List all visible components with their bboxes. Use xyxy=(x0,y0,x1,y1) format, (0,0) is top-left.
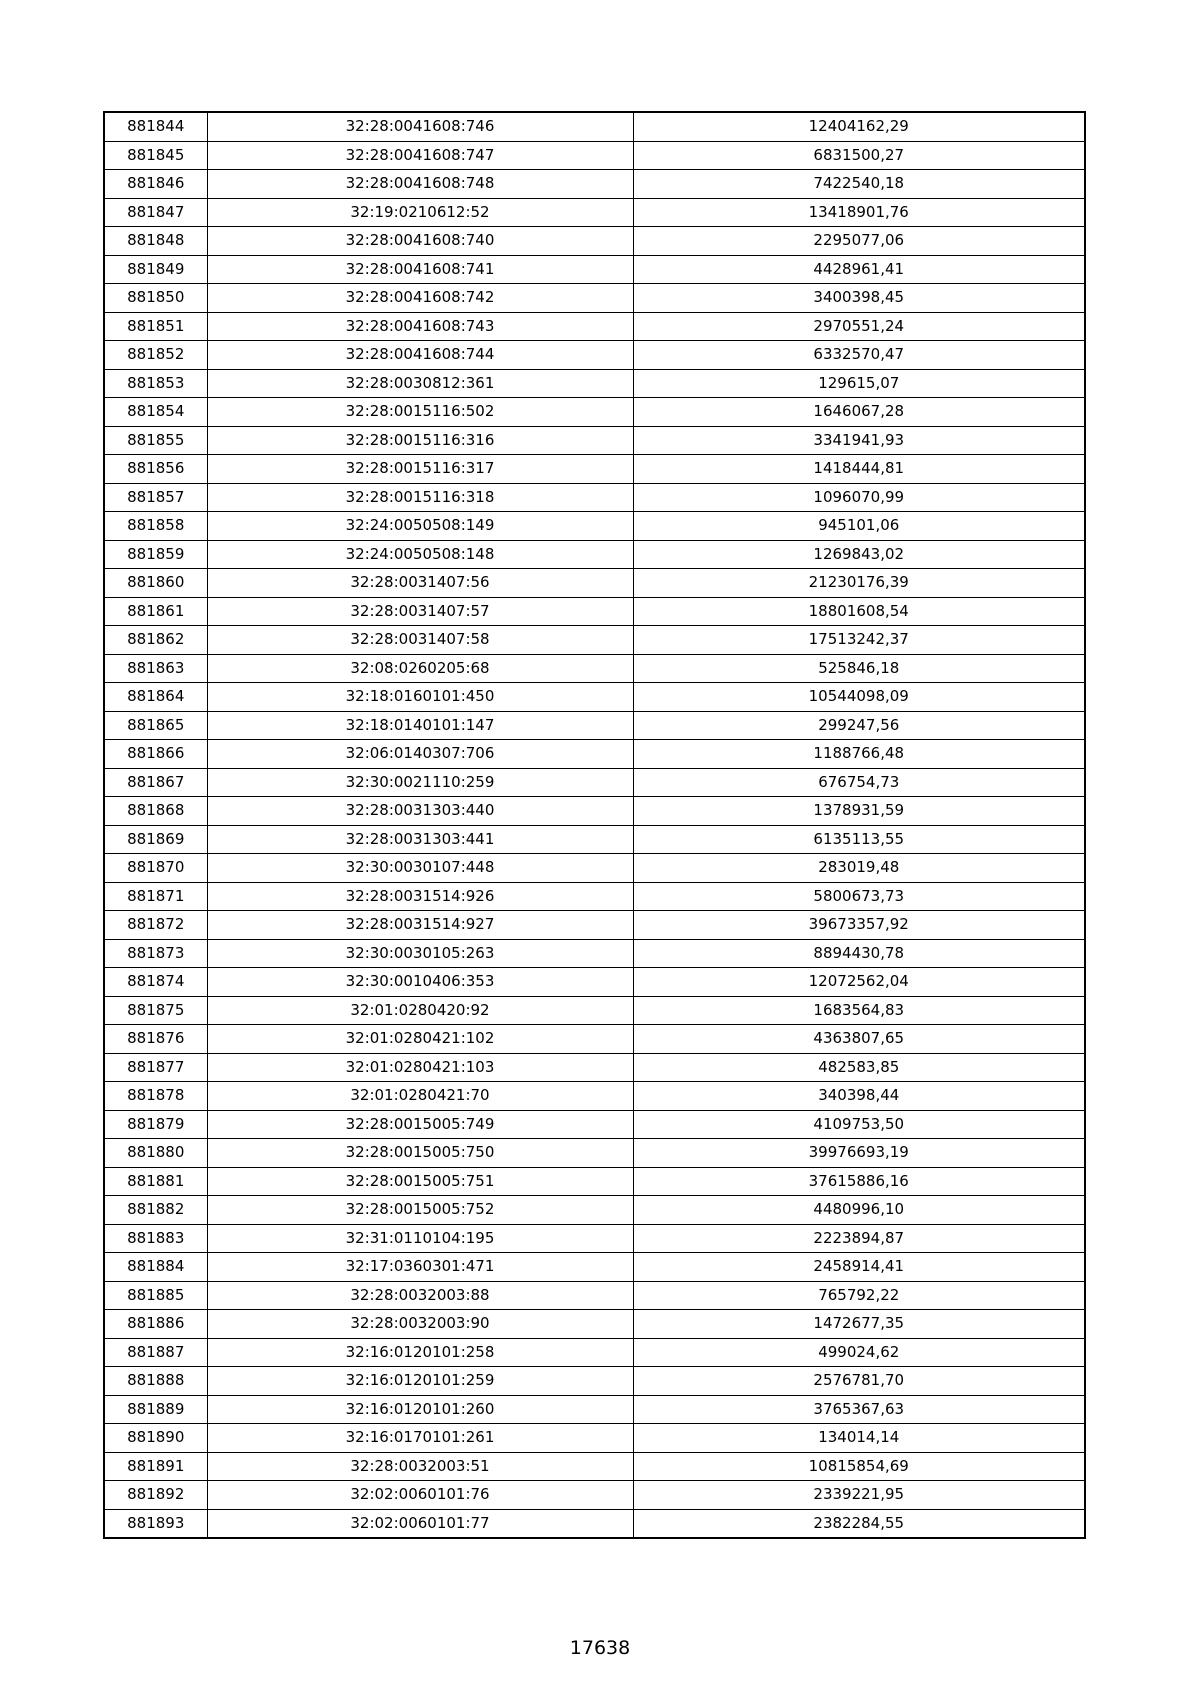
row-number-cell: 881851 xyxy=(104,312,207,341)
row-number-cell: 881873 xyxy=(104,939,207,968)
cadastral-value-cell: 6332570,47 xyxy=(633,341,1085,370)
cadastral-value-cell: 5800673,73 xyxy=(633,882,1085,911)
cadastral-value-cell: 2576781,70 xyxy=(633,1367,1085,1396)
row-number-cell: 881845 xyxy=(104,141,207,170)
cadastral-number-cell: 32:01:0280420:92 xyxy=(207,996,633,1025)
table-row xyxy=(104,455,1085,484)
table-row xyxy=(104,426,1085,455)
row-number-cell: 881846 xyxy=(104,170,207,199)
cadastral-number-cell: 32:16:0170101:261 xyxy=(207,1424,633,1453)
table-row xyxy=(104,1509,1085,1538)
row-number-cell: 881849 xyxy=(104,255,207,284)
row-number-cell: 881868 xyxy=(104,797,207,826)
row-number-cell: 881882 xyxy=(104,1196,207,1225)
cadastral-number-cell: 32:17:0360301:471 xyxy=(207,1253,633,1282)
cadastral-value-cell: 4480996,10 xyxy=(633,1196,1085,1225)
cadastral-value-cell: 39673357,92 xyxy=(633,911,1085,940)
cadastral-number-cell: 32:18:0160101:450 xyxy=(207,683,633,712)
cadastral-number-cell: 32:28:0031303:440 xyxy=(207,797,633,826)
table-row xyxy=(104,483,1085,512)
cadastral-number-cell: 32:06:0140307:706 xyxy=(207,740,633,769)
row-number-cell: 881866 xyxy=(104,740,207,769)
cadastral-number-cell: 32:28:0031514:927 xyxy=(207,911,633,940)
cadastral-number-cell: 32:30:0030107:448 xyxy=(207,854,633,883)
table-row xyxy=(104,768,1085,797)
row-number-cell: 881892 xyxy=(104,1481,207,1510)
cadastral-number-cell: 32:19:0210612:52 xyxy=(207,198,633,227)
cadastral-number-cell: 32:28:0015116:317 xyxy=(207,455,633,484)
cadastral-value-cell: 129615,07 xyxy=(633,369,1085,398)
cadastral-value-cell: 18801608,54 xyxy=(633,597,1085,626)
table-row xyxy=(104,170,1085,199)
table-row xyxy=(104,540,1085,569)
cadastral-value-cell: 3765367,63 xyxy=(633,1395,1085,1424)
cadastral-number-cell: 32:28:0015005:751 xyxy=(207,1167,633,1196)
cadastral-value-cell: 2970551,24 xyxy=(633,312,1085,341)
cadastral-number-cell: 32:28:0030812:361 xyxy=(207,369,633,398)
row-number-cell: 881874 xyxy=(104,968,207,997)
table-row xyxy=(104,626,1085,655)
cadastral-value-cell: 2295077,06 xyxy=(633,227,1085,256)
row-number-cell: 881869 xyxy=(104,825,207,854)
row-number-cell: 881855 xyxy=(104,426,207,455)
row-number-cell: 881880 xyxy=(104,1139,207,1168)
cadastral-number-cell: 32:01:0280421:70 xyxy=(207,1082,633,1111)
row-number-cell: 881844 xyxy=(104,112,207,141)
row-number-cell: 881850 xyxy=(104,284,207,313)
page-number: 17638 xyxy=(569,1637,631,1659)
cadastral-number-cell: 32:28:0041608:740 xyxy=(207,227,633,256)
cadastral-value-cell: 1188766,48 xyxy=(633,740,1085,769)
table-row xyxy=(104,854,1085,883)
cadastral-value-cell: 10544098,09 xyxy=(633,683,1085,712)
cadastral-value-cell: 12072562,04 xyxy=(633,968,1085,997)
cadastral-number-cell: 32:28:0041608:746 xyxy=(207,112,633,141)
table-row xyxy=(104,569,1085,598)
row-number-cell: 881859 xyxy=(104,540,207,569)
cadastral-value-cell: 1646067,28 xyxy=(633,398,1085,427)
table-row xyxy=(104,1139,1085,1168)
table-row xyxy=(104,1395,1085,1424)
table-body xyxy=(104,112,1085,1538)
table-row xyxy=(104,112,1085,141)
cadastral-value-cell: 3400398,45 xyxy=(633,284,1085,313)
row-number-cell: 881856 xyxy=(104,455,207,484)
table-row xyxy=(104,1310,1085,1339)
row-number-cell: 881848 xyxy=(104,227,207,256)
row-number-cell: 881884 xyxy=(104,1253,207,1282)
row-number-cell: 881847 xyxy=(104,198,207,227)
cadastral-number-cell: 32:28:0032003:88 xyxy=(207,1281,633,1310)
cadastral-number-cell: 32:18:0140101:147 xyxy=(207,711,633,740)
cadastral-value-cell: 1269843,02 xyxy=(633,540,1085,569)
cadastral-value-cell: 1683564,83 xyxy=(633,996,1085,1025)
row-number-cell: 881854 xyxy=(104,398,207,427)
table-row xyxy=(104,398,1085,427)
row-number-cell: 881867 xyxy=(104,768,207,797)
cadastral-number-cell: 32:28:0015116:502 xyxy=(207,398,633,427)
cadastral-number-cell: 32:28:0031407:57 xyxy=(207,597,633,626)
cadastral-value-cell: 676754,73 xyxy=(633,768,1085,797)
row-number-cell: 881886 xyxy=(104,1310,207,1339)
cadastral-number-cell: 32:02:0060101:76 xyxy=(207,1481,633,1510)
cadastral-value-cell: 2458914,41 xyxy=(633,1253,1085,1282)
cadastral-number-cell: 32:16:0120101:258 xyxy=(207,1338,633,1367)
cadastral-value-cell: 6135113,55 xyxy=(633,825,1085,854)
table-row xyxy=(104,683,1085,712)
row-number-cell: 881872 xyxy=(104,911,207,940)
row-number-cell: 881852 xyxy=(104,341,207,370)
cadastral-value-cell: 37615886,16 xyxy=(633,1167,1085,1196)
cadastral-number-cell: 32:16:0120101:259 xyxy=(207,1367,633,1396)
table-row xyxy=(104,740,1085,769)
row-number-cell: 881862 xyxy=(104,626,207,655)
table-row xyxy=(104,1452,1085,1481)
cadastral-number-cell: 32:01:0280421:103 xyxy=(207,1053,633,1082)
table-row xyxy=(104,1253,1085,1282)
cadastral-value-cell: 12404162,29 xyxy=(633,112,1085,141)
table-row xyxy=(104,1367,1085,1396)
cadastral-value-cell: 1418444,81 xyxy=(633,455,1085,484)
cadastral-value-cell: 8894430,78 xyxy=(633,939,1085,968)
table-row xyxy=(104,797,1085,826)
cadastral-number-cell: 32:30:0030105:263 xyxy=(207,939,633,968)
cadastral-value-cell: 2223894,87 xyxy=(633,1224,1085,1253)
table-row xyxy=(104,1481,1085,1510)
row-number-cell: 881891 xyxy=(104,1452,207,1481)
row-number-cell: 881877 xyxy=(104,1053,207,1082)
cadastral-number-cell: 32:28:0031514:926 xyxy=(207,882,633,911)
table-row xyxy=(104,227,1085,256)
table-row xyxy=(104,284,1085,313)
cadastral-value-cell: 299247,56 xyxy=(633,711,1085,740)
table-row xyxy=(104,1224,1085,1253)
cadastral-value-cell: 3341941,93 xyxy=(633,426,1085,455)
cadastral-value-cell: 2339221,95 xyxy=(633,1481,1085,1510)
row-number-cell: 881876 xyxy=(104,1025,207,1054)
table-row xyxy=(104,1110,1085,1139)
cadastral-value-cell: 340398,44 xyxy=(633,1082,1085,1111)
row-number-cell: 881870 xyxy=(104,854,207,883)
cadastral-value-cell: 4363807,65 xyxy=(633,1025,1085,1054)
cadastral-value-cell: 2382284,55 xyxy=(633,1509,1085,1538)
row-number-cell: 881864 xyxy=(104,683,207,712)
cadastral-number-cell: 32:28:0032003:51 xyxy=(207,1452,633,1481)
cadastral-number-cell: 32:28:0032003:90 xyxy=(207,1310,633,1339)
cadastral-value-cell: 1096070,99 xyxy=(633,483,1085,512)
cadastral-value-cell: 6831500,27 xyxy=(633,141,1085,170)
table-row xyxy=(104,512,1085,541)
cadastral-number-cell: 32:28:0041608:748 xyxy=(207,170,633,199)
cadastral-number-cell: 32:24:0050508:149 xyxy=(207,512,633,541)
cadastral-number-cell: 32:24:0050508:148 xyxy=(207,540,633,569)
table-row xyxy=(104,255,1085,284)
cadastral-number-cell: 32:28:0041608:743 xyxy=(207,312,633,341)
table-row xyxy=(104,996,1085,1025)
cadastral-number-cell: 32:16:0120101:260 xyxy=(207,1395,633,1424)
cadastral-value-cell: 4428961,41 xyxy=(633,255,1085,284)
row-number-cell: 881885 xyxy=(104,1281,207,1310)
table-row xyxy=(104,825,1085,854)
cadastral-value-table xyxy=(103,111,1086,1539)
table-row xyxy=(104,341,1085,370)
table-row xyxy=(104,968,1085,997)
table-row xyxy=(104,882,1085,911)
table-row xyxy=(104,939,1085,968)
cadastral-value-cell: 525846,18 xyxy=(633,654,1085,683)
row-number-cell: 881863 xyxy=(104,654,207,683)
row-number-cell: 881865 xyxy=(104,711,207,740)
cadastral-value-cell: 4109753,50 xyxy=(633,1110,1085,1139)
row-number-cell: 881881 xyxy=(104,1167,207,1196)
cadastral-number-cell: 32:08:0260205:68 xyxy=(207,654,633,683)
cadastral-value-cell: 765792,22 xyxy=(633,1281,1085,1310)
cadastral-number-cell: 32:28:0015116:316 xyxy=(207,426,633,455)
cadastral-number-cell: 32:28:0041608:742 xyxy=(207,284,633,313)
cadastral-value-cell: 482583,85 xyxy=(633,1053,1085,1082)
cadastral-number-cell: 32:28:0041608:744 xyxy=(207,341,633,370)
table-row xyxy=(104,597,1085,626)
cadastral-value-cell: 21230176,39 xyxy=(633,569,1085,598)
row-number-cell: 881853 xyxy=(104,369,207,398)
cadastral-value-cell: 499024,62 xyxy=(633,1338,1085,1367)
row-number-cell: 881878 xyxy=(104,1082,207,1111)
table-row xyxy=(104,1424,1085,1453)
row-number-cell: 881890 xyxy=(104,1424,207,1453)
row-number-cell: 881875 xyxy=(104,996,207,1025)
cadastral-value-cell: 39976693,19 xyxy=(633,1139,1085,1168)
row-number-cell: 881888 xyxy=(104,1367,207,1396)
cadastral-number-cell: 32:28:0031407:56 xyxy=(207,569,633,598)
cadastral-number-cell: 32:02:0060101:77 xyxy=(207,1509,633,1538)
cadastral-value-cell: 1472677,35 xyxy=(633,1310,1085,1339)
cadastral-number-cell: 32:28:0041608:741 xyxy=(207,255,633,284)
cadastral-number-cell: 32:30:0021110:259 xyxy=(207,768,633,797)
row-number-cell: 881883 xyxy=(104,1224,207,1253)
cadastral-value-cell: 17513242,37 xyxy=(633,626,1085,655)
row-number-cell: 881857 xyxy=(104,483,207,512)
cadastral-number-cell: 32:31:0110104:195 xyxy=(207,1224,633,1253)
table-row xyxy=(104,1082,1085,1111)
row-number-cell: 881889 xyxy=(104,1395,207,1424)
table-row xyxy=(104,141,1085,170)
row-number-cell: 881871 xyxy=(104,882,207,911)
cadastral-value-cell: 134014,14 xyxy=(633,1424,1085,1453)
table-row xyxy=(104,1196,1085,1225)
cadastral-value-cell: 10815854,69 xyxy=(633,1452,1085,1481)
cadastral-value-cell: 1378931,59 xyxy=(633,797,1085,826)
cadastral-number-cell: 32:28:0015005:752 xyxy=(207,1196,633,1225)
cadastral-value-cell: 283019,48 xyxy=(633,854,1085,883)
cadastral-value-cell: 945101,06 xyxy=(633,512,1085,541)
cadastral-number-cell: 32:28:0031303:441 xyxy=(207,825,633,854)
table-row xyxy=(104,198,1085,227)
table-row xyxy=(104,1281,1085,1310)
table-row xyxy=(104,1167,1085,1196)
row-number-cell: 881860 xyxy=(104,569,207,598)
cadastral-value-cell: 7422540,18 xyxy=(633,170,1085,199)
table-row xyxy=(104,911,1085,940)
table-row xyxy=(104,312,1085,341)
cadastral-value-cell: 13418901,76 xyxy=(633,198,1085,227)
table-row xyxy=(104,711,1085,740)
cadastral-number-cell: 32:01:0280421:102 xyxy=(207,1025,633,1054)
row-number-cell: 881893 xyxy=(104,1509,207,1538)
table-row xyxy=(104,1053,1085,1082)
cadastral-number-cell: 32:30:0010406:353 xyxy=(207,968,633,997)
row-number-cell: 881879 xyxy=(104,1110,207,1139)
row-number-cell: 881858 xyxy=(104,512,207,541)
row-number-cell: 881887 xyxy=(104,1338,207,1367)
cadastral-number-cell: 32:28:0015005:749 xyxy=(207,1110,633,1139)
cadastral-number-cell: 32:28:0041608:747 xyxy=(207,141,633,170)
cadastral-number-cell: 32:28:0031407:58 xyxy=(207,626,633,655)
cadastral-number-cell: 32:28:0015005:750 xyxy=(207,1139,633,1168)
table-row xyxy=(104,1025,1085,1054)
table-row xyxy=(104,654,1085,683)
table-row xyxy=(104,369,1085,398)
table-row xyxy=(104,1338,1085,1367)
cadastral-number-cell: 32:28:0015116:318 xyxy=(207,483,633,512)
row-number-cell: 881861 xyxy=(104,597,207,626)
